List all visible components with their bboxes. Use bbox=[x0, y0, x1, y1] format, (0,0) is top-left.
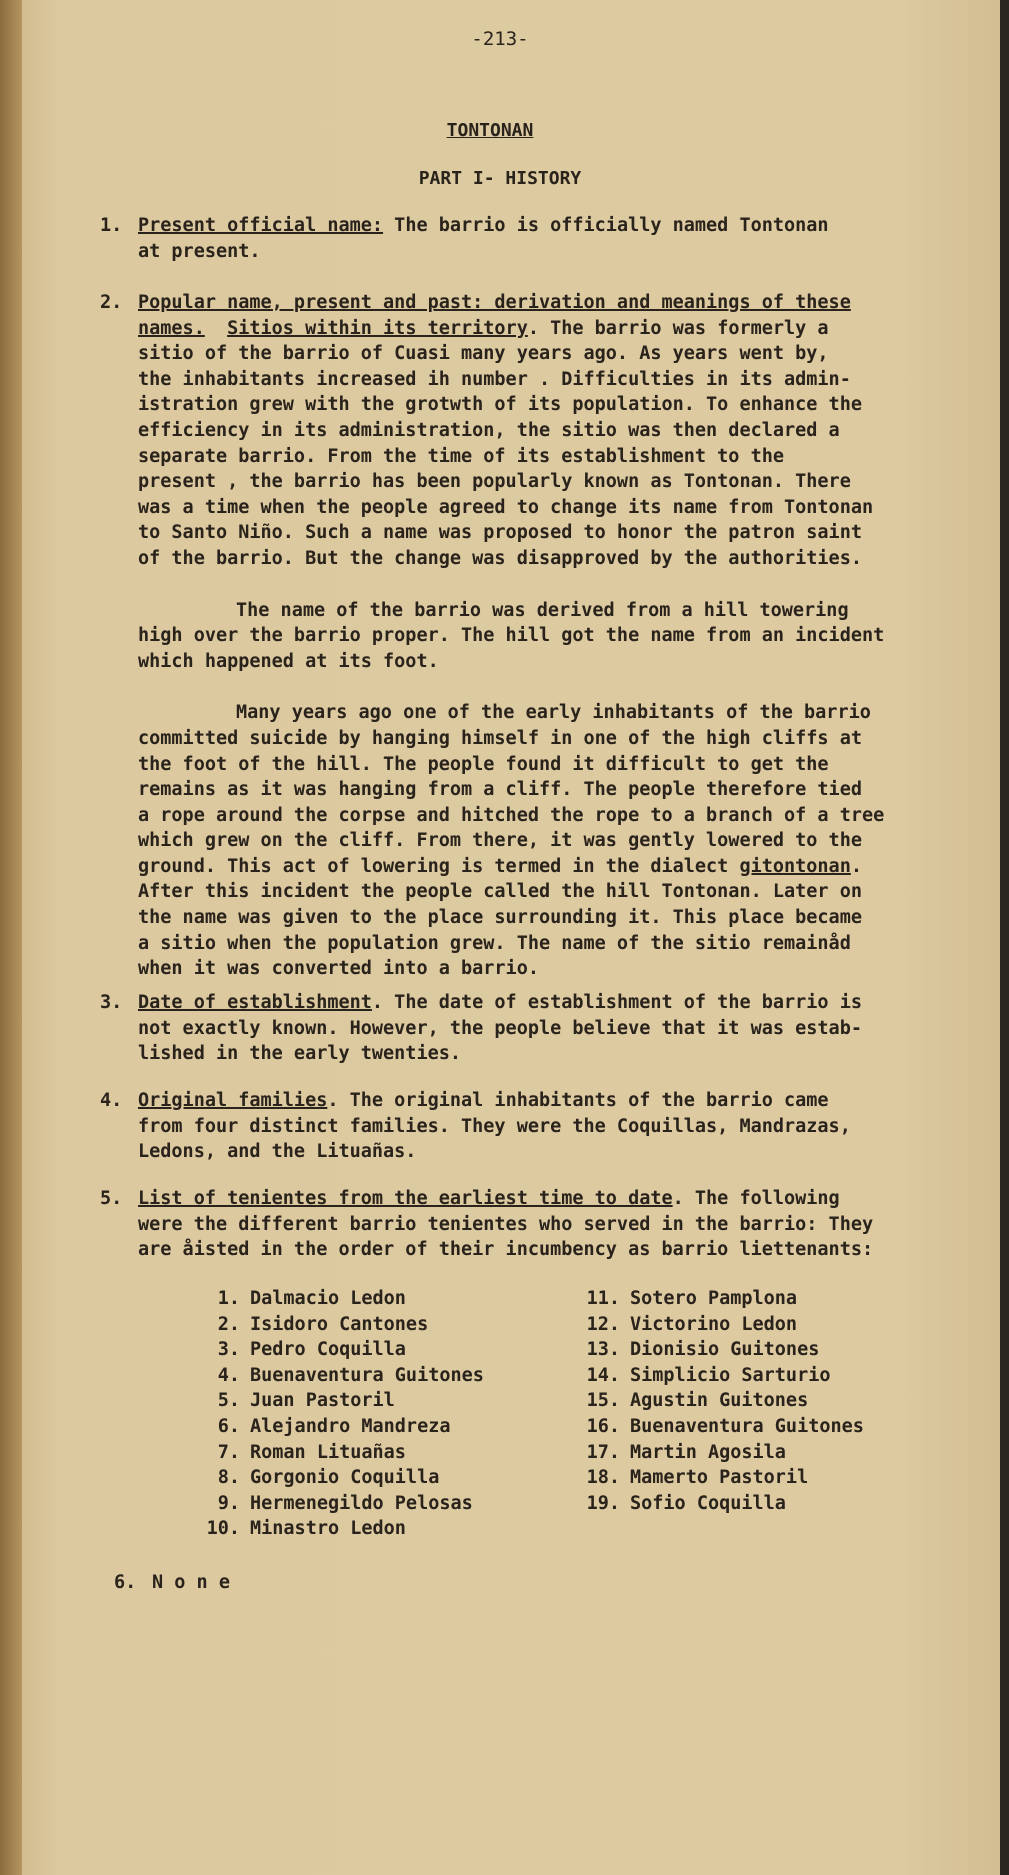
list-item bbox=[580, 1286, 864, 1312]
text-line: The name of the barrio was derived from a hill towering bbox=[236, 599, 849, 621]
page-number: -213- bbox=[471, 28, 529, 50]
text-line: istration grew with the grotwth of its population. To enhance the bbox=[138, 394, 862, 416]
item-2-heading-line2b: Sitios within its territory bbox=[227, 317, 528, 339]
list-number: 13. bbox=[586, 1339, 620, 1361]
text-line: Many years ago one of the early inhabitants of the barrio bbox=[236, 702, 871, 724]
text-line: separate barrio. From the time of its establishment to the bbox=[138, 445, 785, 467]
item-3-number: 3. bbox=[100, 992, 123, 1013]
text-line: the inhabitants increased ih number . Difficulties in its admin- bbox=[138, 368, 851, 390]
item-6-text: N o n e bbox=[152, 1572, 230, 1593]
list-name: Juan Pastoril bbox=[250, 1390, 395, 1412]
list-number: 19. bbox=[586, 1492, 620, 1514]
list-name: Dalmacio Ledon bbox=[250, 1288, 406, 1309]
item-2-para1 bbox=[100, 341, 980, 571]
text-line: was a time when the people agreed to change its name from Tontonan bbox=[138, 496, 874, 518]
item-5-heading: List of tenientes from the earliest time to date bbox=[138, 1188, 673, 1209]
list-name: Roman Lituañas bbox=[250, 1441, 406, 1463]
text-line: Ledons, and the Lituañas. bbox=[138, 1141, 417, 1163]
text-line: are åisted in the order of their incumbency as barrio liettenants: bbox=[138, 1239, 874, 1261]
list-item bbox=[200, 1312, 484, 1338]
list-number: 15. bbox=[586, 1390, 620, 1412]
item-6-number: 6. bbox=[114, 1572, 137, 1593]
text-line: committed suicide by hanging himself in one of the high cliffs at bbox=[138, 727, 862, 749]
item-1-text-line2: at present. bbox=[138, 240, 261, 262]
page-binding-edge bbox=[0, 0, 22, 1875]
text-line: present , the barrio has been popularly known as Tontonan. There bbox=[138, 471, 851, 493]
text-line: were the different barrio tenientes who served in the barrio: They bbox=[138, 1213, 874, 1235]
list-name: Hermenegildo Pelosas bbox=[250, 1492, 473, 1514]
list-number: 11. bbox=[586, 1288, 620, 1309]
item-4-text: . The original inhabitants of the barrio came bbox=[327, 1090, 829, 1111]
text-line: the name was given to the place surrounding it. This place became bbox=[138, 907, 862, 929]
item-2-heading-line1: Popular name, present and past: derivation and meanings of these bbox=[138, 292, 851, 313]
text-line: a rope around the corpse and hitched the rope to a branch of a tree bbox=[138, 804, 885, 826]
document-subtitle: PART I- HISTORY bbox=[418, 168, 582, 189]
list-name: Alejandro Mandreza bbox=[250, 1415, 451, 1437]
item-6 bbox=[114, 1570, 994, 1596]
list-number: 8. bbox=[217, 1467, 240, 1489]
text-line: which grew on the cliff. From there, it was gently lowered to the bbox=[138, 830, 862, 852]
text-line: to Santo Niño. Such a name was proposed to honor the patron saint bbox=[138, 522, 862, 544]
list-item bbox=[200, 1388, 484, 1414]
list-number: 3. bbox=[217, 1339, 240, 1361]
list-number: 18. bbox=[586, 1467, 620, 1489]
list-item bbox=[200, 1286, 484, 1312]
list-number: 1. bbox=[217, 1288, 240, 1309]
list-item bbox=[200, 1491, 484, 1517]
list-name: Victorino Ledon bbox=[630, 1313, 798, 1335]
item-1-number: 1. bbox=[100, 215, 123, 236]
item-5 bbox=[100, 1186, 980, 1263]
list-name: Agustin Guitones bbox=[630, 1390, 809, 1412]
list-item bbox=[580, 1388, 864, 1414]
tenientes-list-left bbox=[200, 1286, 484, 1542]
item-2-heading-line2a: names. bbox=[138, 317, 205, 339]
list-name: Dionisio Guitones bbox=[630, 1339, 820, 1361]
text-line: ground. This act of lowering is termed in the dialect bbox=[138, 855, 740, 877]
text-line: not exactly known. However, the people believe that it was estab- bbox=[138, 1017, 862, 1039]
list-item bbox=[580, 1312, 864, 1338]
list-number: 17. bbox=[586, 1441, 620, 1463]
item-3-text: . The date of establishment of the barrio is bbox=[371, 992, 862, 1013]
text-line: which happened at its foot. bbox=[138, 650, 439, 672]
list-name: Buenaventura Guitones bbox=[250, 1364, 484, 1386]
list-name: Sotero Pamplona bbox=[630, 1288, 798, 1309]
item-2-text-line2: . The barrio was formerly a bbox=[527, 317, 829, 339]
text-line: high over the barrio proper. The hill got the name from an incident bbox=[138, 625, 885, 647]
period: . bbox=[850, 855, 862, 877]
document-title bbox=[0, 120, 1000, 141]
list-number: 14. bbox=[586, 1364, 620, 1386]
text-line: of the barrio. But the change was disapproved by the authorities. bbox=[138, 547, 862, 569]
list-name: Mamerto Pastoril bbox=[630, 1467, 809, 1489]
list-item bbox=[200, 1440, 484, 1466]
text-line: the foot of the hill. The people found it difficult to get the bbox=[138, 753, 829, 775]
list-name: Gorgonio Coquilla bbox=[250, 1467, 440, 1489]
list-name: Buenaventura Guitones bbox=[630, 1415, 864, 1437]
list-name: Minastro Ledon bbox=[250, 1518, 406, 1540]
text-line: lished in the early twenties. bbox=[138, 1043, 462, 1065]
text-line: After this incident the people called the hill Tontonan. Later on bbox=[138, 881, 862, 903]
item-1-heading: Present official name: bbox=[138, 215, 384, 236]
list-number: 12. bbox=[586, 1313, 620, 1335]
item-1 bbox=[100, 213, 980, 264]
item-1-text: The barrio is officially named Tontonan bbox=[383, 215, 829, 236]
dialect-term: gitontonan bbox=[739, 855, 851, 877]
list-item bbox=[200, 1465, 484, 1491]
list-number: 10. bbox=[206, 1518, 240, 1540]
list-number: 6. bbox=[217, 1415, 240, 1437]
item-3 bbox=[100, 990, 980, 1067]
list-item bbox=[200, 1337, 484, 1363]
item-2-number: 2. bbox=[100, 292, 123, 313]
list-item bbox=[580, 1337, 864, 1363]
list-number: 9. bbox=[217, 1492, 240, 1514]
text-line: sitio of the barrio of Cuasi many years ago. As years went by, bbox=[138, 343, 829, 365]
tenientes-list-right bbox=[580, 1286, 864, 1516]
list-name: Pedro Coquilla bbox=[250, 1339, 406, 1361]
list-item bbox=[200, 1363, 484, 1389]
item-2 bbox=[100, 290, 980, 982]
list-number: 16. bbox=[586, 1415, 620, 1437]
list-item bbox=[580, 1363, 864, 1389]
item-3-heading: Date of establishment bbox=[138, 992, 372, 1013]
text-line: from four distinct families. They were the Coquillas, Mandrazas, bbox=[138, 1115, 851, 1137]
text-line: a sitio when the population grew. The name of the sitio remainåd bbox=[138, 932, 851, 954]
item-4-heading: Original families bbox=[138, 1090, 328, 1111]
list-item bbox=[580, 1491, 864, 1517]
list-item bbox=[580, 1465, 864, 1491]
list-name: Martin Agosila bbox=[630, 1441, 786, 1463]
item-5-number: 5. bbox=[100, 1188, 123, 1209]
list-item bbox=[200, 1516, 484, 1542]
list-number: 7. bbox=[217, 1441, 240, 1463]
list-item bbox=[200, 1414, 484, 1440]
item-5-text: . The following bbox=[672, 1188, 840, 1209]
list-number: 5. bbox=[217, 1390, 240, 1412]
list-item bbox=[580, 1440, 864, 1466]
item-4 bbox=[100, 1088, 980, 1165]
item-4-number: 4. bbox=[100, 1090, 123, 1111]
list-name: Isidoro Cantones bbox=[250, 1313, 429, 1335]
text-line: efficiency in its administration, the sitio was then declared a bbox=[138, 419, 840, 441]
text-line: remains as it was hanging from a cliff. The people therefore tied bbox=[138, 779, 862, 801]
list-item bbox=[580, 1414, 864, 1440]
document-title-text: TONTONAN bbox=[446, 120, 534, 141]
item-2-para3 bbox=[100, 700, 980, 982]
list-name: Simplicio Sarturio bbox=[630, 1364, 831, 1386]
item-2-para2 bbox=[100, 598, 980, 675]
list-number: 2. bbox=[217, 1313, 240, 1335]
list-name: Sofio Coquilla bbox=[630, 1492, 786, 1514]
text-line: when it was converted into a barrio. bbox=[138, 958, 539, 980]
list-number: 4. bbox=[217, 1364, 240, 1386]
